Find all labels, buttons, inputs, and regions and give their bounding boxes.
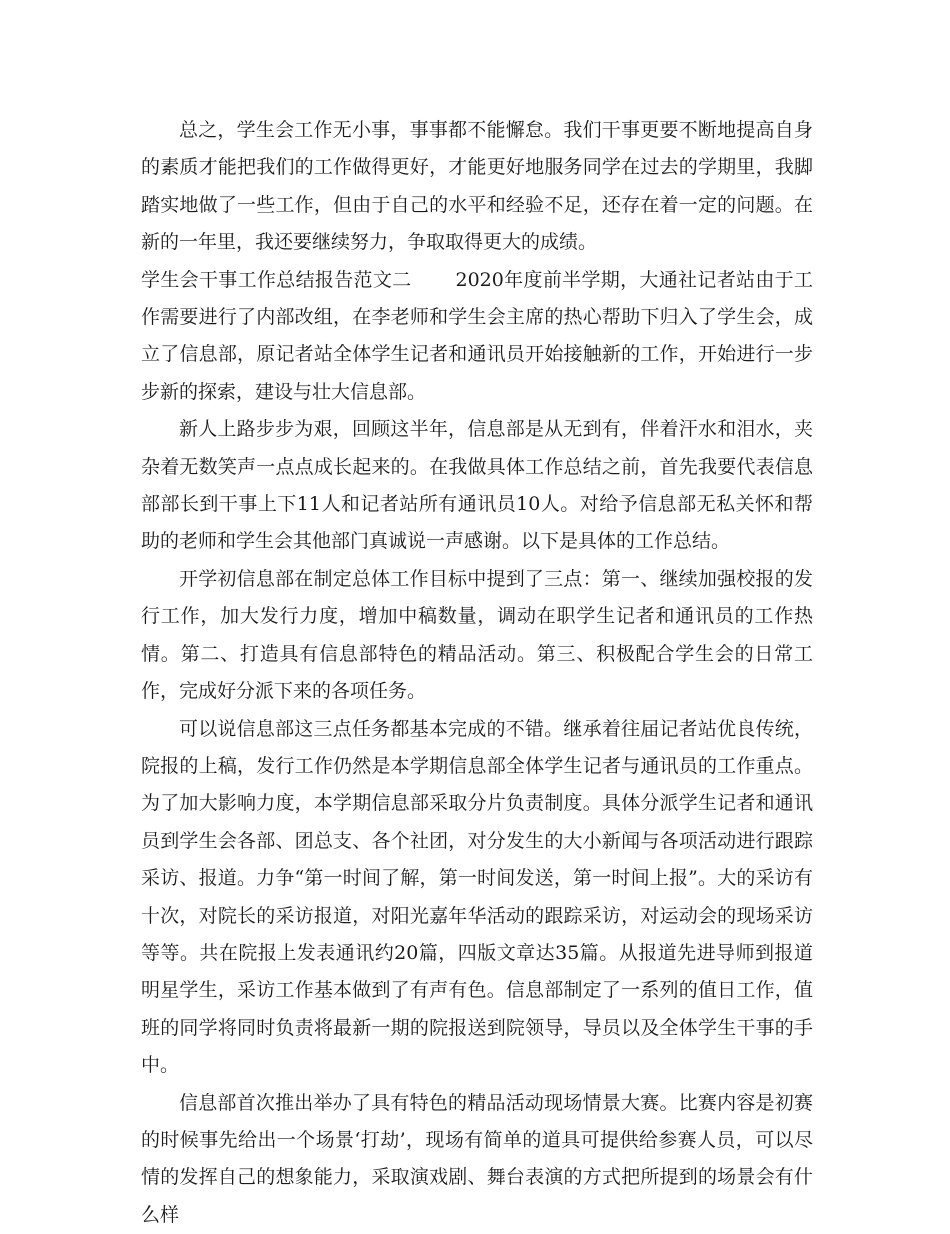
document-body: [141, 112, 813, 1234]
paragraph-text: 开学初信息部在制定总体工作目标中提到了三点：第一、继续加强校报的发行工作，加大发行力度，增加中稿数量，调动在职学生记者和通讯员的工作热情。第二、打造具有信息部特色的精品活动。第三、积极配合学生会的日常工作，完成好分派下来的各项任务。: [141, 567, 813, 703]
paragraph-text: 总之，学生会工作无小事，事事都不能懈怠。我们干事更要不断地提高自身的素质才能把我们的工作做得更好，才能更好地服务同学在过去的学期里，我脚踏实地做了一些工作，但由于自己的水平和经验不足，还存在着一定的问题。在新的一年里，我还要继续努力，争取取得更大的成绩。: [141, 119, 813, 254]
paragraph-review: [141, 411, 813, 561]
paragraph-achievements: [141, 711, 813, 1085]
paragraph-text: 可以说信息部这三点任务都基本完成的不错。继承着往届记者站优良传统，院报的上稿，发行工作仍然是本学期信息部全体学生记者与通讯员的工作重点。为了加大影响力度，本学期信息部采取分片负责制度。具体分派学生记者和通讯员到学生会各部、团总支、各个社团，对分发生的大小新闻与各项活动进行跟踪采访、报道。力争“第一时间了解，第一时间发送，第一时间上报”。大的采访有十次，对院长的采访报道，对阳光嘉年华活动的跟踪采访，对运动会的现场采访等等。共在院报上发表通讯约20篇，四版文章达35篇。从报道先进导师到报道明星学生，采访工作基本做到了有声有色。信息部制定了一系列的值日工作，值班的同学将同时负责将最新一期的院报送到院领导，导员以及全体学生干事的手中。: [141, 717, 813, 1077]
paragraph-text: 2020年度前半学期，大通社记者站由于工作需要进行了内部改组，在李老师和学生会主席的热心帮助下归入了学生会，成立了信息部，原记者站全体学生记者和通讯员开始接触新的工作，开始进行一步步新的探索，建设与壮大信息部。: [141, 268, 813, 403]
paragraph-report-intro: [141, 262, 813, 412]
paragraph-conclusion: [141, 112, 813, 262]
paragraph-text: 新人上路步步为艰，回顾这半年，信息部是从无到有，伴着汗水和泪水，夹杂着无数笑声一点点成长起来的。在我做具体工作总结之前，首先我要代表信息部部长到干事上下11人和记者站所有通讯员10人。对给予信息部无私关怀和帮助的老师和学生会其他部门真诚说一声感谢。以下是具体的工作总结。: [141, 418, 813, 553]
paragraph-goals: [141, 561, 813, 711]
paragraph-text: 信息部首次推出举办了具有特色的精品活动现场情景大赛。比赛内容是初赛的时候事先给出一个场景‘打劫’，现场有简单的道具可提供给参赛人员，可以尽情的发挥自己的想象能力，采取演戏剧、舞台表演的方式把所提到的场景会有什么样: [141, 1091, 813, 1226]
paragraph-contest: [141, 1085, 813, 1234]
section-heading: 学生会干事工作总结报告范文二: [141, 268, 412, 291]
